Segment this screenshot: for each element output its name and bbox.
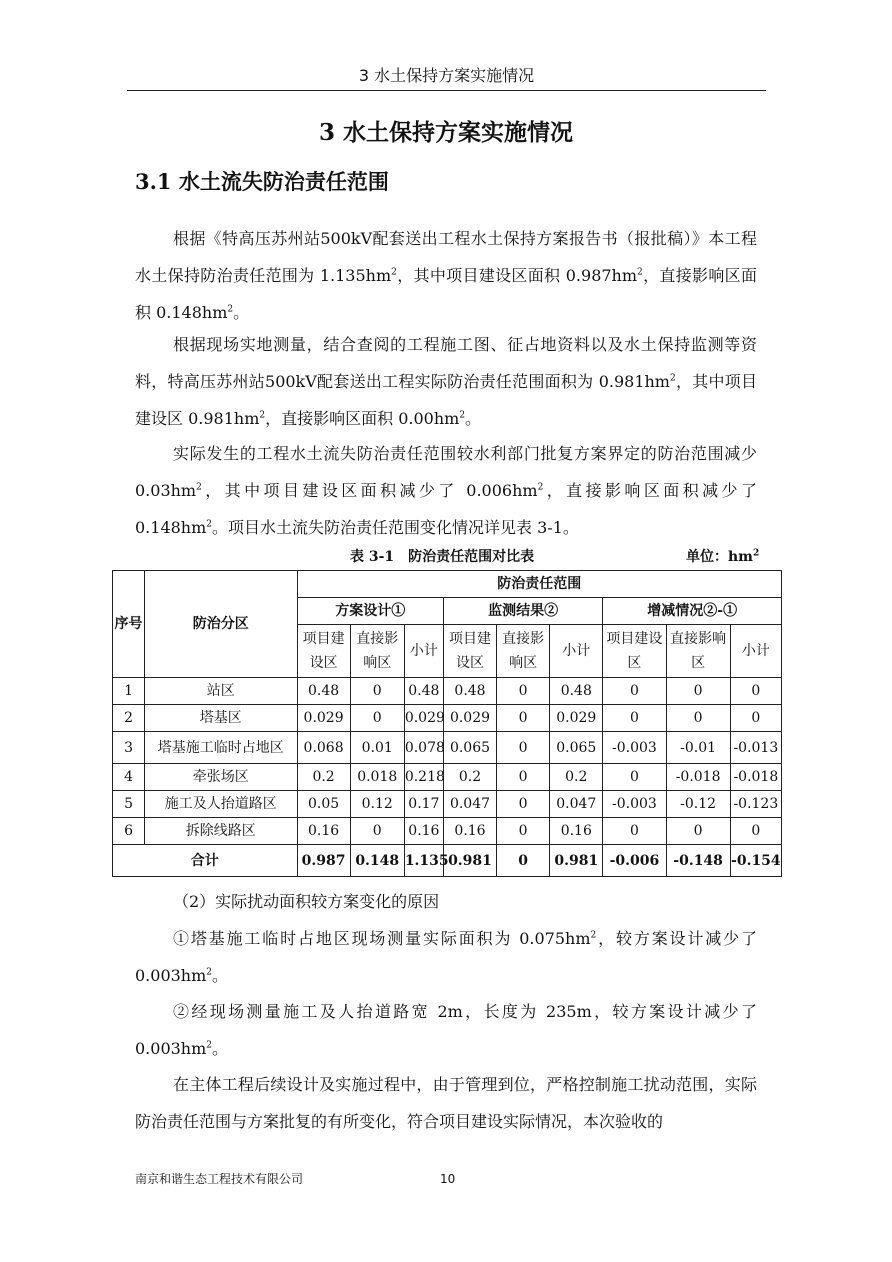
table-cell: 0 — [350, 678, 404, 705]
table-cell: 2 — [113, 705, 145, 732]
table-cell: 0.029 — [550, 705, 603, 732]
table-cell: 1.135 — [404, 845, 443, 877]
sub-header-subtotal: 小计 — [550, 625, 603, 678]
table-cell: 0.16 — [550, 818, 603, 845]
table-cell: -0.154 — [730, 845, 781, 877]
table-cell: 0.981 — [550, 845, 603, 877]
table-cell: 0 — [497, 791, 550, 818]
table-cell: 6 — [113, 818, 145, 845]
table-cell: 0.987 — [297, 845, 350, 877]
header-plan: 方案设计① — [297, 598, 443, 625]
table-cell: 拆除线路区 — [145, 818, 297, 845]
table-cell: 0.029 — [297, 705, 350, 732]
table-cell: 0.16 — [443, 818, 496, 845]
header-group: 防治责任范围 — [297, 571, 781, 598]
table-cell: 0.48 — [404, 678, 443, 705]
table-cell: -0.123 — [730, 791, 781, 818]
table-cell: 0.047 — [443, 791, 496, 818]
table-cell: 牵张场区 — [145, 764, 297, 791]
table-cell: 0.48 — [297, 678, 350, 705]
sub-header-subtotal: 小计 — [404, 625, 443, 678]
table-cell: 0 — [497, 818, 550, 845]
table-cell: 0 — [666, 705, 730, 732]
header-zone: 防治分区 — [145, 571, 297, 678]
table-cell: 0 — [666, 818, 730, 845]
table-cell: -0.12 — [666, 791, 730, 818]
paragraph-3: 实际发生的工程水土流失防治责任范围较水利部门批复方案界定的防治范围减少 $0.03hm^2$，其中项目建设区面积减少了 $0.006hm^2$，直接影响区面积减少了 $0.148hm^2$。项目水土流失防治责任范围变化情况详见表 3-1。 — [135, 444, 757, 537]
table-cell: 0 — [350, 705, 404, 732]
table-cell: 0.16 — [297, 818, 350, 845]
table-cell: 1 — [113, 678, 145, 705]
paragraph-1: 根据《特高压苏州站500kV配套送出工程水土保持方案报告书（报批稿）》本工程水土保持防治责任范围为 $1.135hm^2$，其中项目建设区面积 $0.987hm^2$，直接影响区面积 $0.148hm^2$。 — [135, 229, 757, 322]
table-cell: 0.17 — [404, 791, 443, 818]
table-cell: -0.003 — [603, 791, 666, 818]
table-cell: 0 — [497, 732, 550, 764]
paragraph-5: ①塔基施工临时占地区现场测量实际面积为 $0.075hm^2$，较方案设计减少了 $0.003hm^2$。 — [135, 929, 757, 985]
table-cell: 0 — [603, 678, 666, 705]
table-cell: 0 — [497, 764, 550, 791]
header-no: 序号 — [113, 571, 145, 678]
table-cell: 3 — [113, 732, 145, 764]
table-cell: 0.01 — [350, 732, 404, 764]
table-cell: 塔基施工临时占地区 — [145, 732, 297, 764]
table-total-row — [113, 845, 782, 877]
footer-page-number: 10 — [440, 1172, 456, 1186]
table-cell: 0 — [730, 705, 781, 732]
table-row — [113, 764, 782, 791]
chapter-title: 3 水土保持方案实施情况 — [318, 119, 573, 146]
table-cell: 0 — [730, 678, 781, 705]
table-cell: 0.029 — [443, 705, 496, 732]
table-cell: -0.013 — [730, 732, 781, 764]
table-cell: 0.068 — [297, 732, 350, 764]
sub-header-direct: 直接影响区 — [497, 625, 550, 678]
table-cell: 0.2 — [550, 764, 603, 791]
sub-header-direct: 直接影响区 — [350, 625, 404, 678]
table-row — [113, 818, 782, 845]
table-cell: 站区 — [145, 678, 297, 705]
table-cell: 0 — [603, 764, 666, 791]
table-cell: 4 — [113, 764, 145, 791]
table-cell: 0.12 — [350, 791, 404, 818]
table-cell: 0.065 — [443, 732, 496, 764]
table-cell: 0 — [603, 705, 666, 732]
table-cell: -0.003 — [603, 732, 666, 764]
table-cell: -0.006 — [603, 845, 666, 877]
sub-header-direct: 直接影响区 — [666, 625, 730, 678]
sub-header-project: 项目建设区 — [603, 625, 666, 678]
table-cell: 0.48 — [443, 678, 496, 705]
table-cell: 0.2 — [443, 764, 496, 791]
table-cell: 0.078 — [404, 732, 443, 764]
header-change: 增减情况②-① — [603, 598, 782, 625]
paragraph-4: （2）实际扰动面积较方案变化的原因 — [173, 892, 440, 911]
footer-company: 南京和谐生态工程技术有限公司 — [135, 1172, 304, 1186]
table-cell: 0 — [497, 705, 550, 732]
table-unit: 单位：$hm^2$ — [686, 548, 760, 565]
table-cell: 0.218 — [404, 764, 443, 791]
table-cell: 5 — [113, 791, 145, 818]
header-monitor: 监测结果② — [443, 598, 602, 625]
table-cell: 0.148 — [350, 845, 404, 877]
table-cell: 0 — [350, 818, 404, 845]
table-cell: 0.065 — [550, 732, 603, 764]
table-cell: 施工及人抬道路区 — [145, 791, 297, 818]
sub-header-project: 项目建设区 — [443, 625, 496, 678]
table-cell: 0.16 — [404, 818, 443, 845]
table-cell: -0.018 — [730, 764, 781, 791]
table-cell: 0 — [666, 678, 730, 705]
section-title: 3.1 水土流失防治责任范围 — [135, 169, 389, 194]
running-header: 3 水土保持方案实施情况 — [358, 66, 535, 85]
table-cell: 0 — [603, 818, 666, 845]
paragraph-7: 在主体工程后续设计及实施过程中，由于管理到位，严格控制施工扰动范围，实际防治责任范围与方案批复的有所变化，符合项目建设实际情况，本次验收的 — [135, 1075, 757, 1131]
sub-header-subtotal: 小计 — [730, 625, 781, 678]
table-cell: 0.047 — [550, 791, 603, 818]
table-row — [113, 791, 782, 818]
table-row — [113, 732, 782, 764]
table-cell: 0 — [497, 678, 550, 705]
table-cell: -0.018 — [666, 764, 730, 791]
table-row — [113, 705, 782, 732]
table-cell: 0.981 — [443, 845, 496, 877]
table-cell: 0 — [730, 818, 781, 845]
table-cell: 0.018 — [350, 764, 404, 791]
table-cell: 0.2 — [297, 764, 350, 791]
table-cell: 0.05 — [297, 791, 350, 818]
paragraph-2: 根据现场实地测量，结合查阅的工程施工图、征占地资料以及水土保持监测等资料，特高压苏州站500kV配套送出工程实际防治责任范围面积为 $0.981hm^2$，其中项目建设区 $0.981hm^2$，直接影响区面积 $0.00hm^2$。 — [135, 335, 757, 428]
sub-header-project: 项目建设区 — [297, 625, 350, 678]
table-cell: 0 — [497, 845, 550, 877]
table-cell: 0.029 — [404, 705, 443, 732]
header-rule — [127, 90, 766, 91]
table-cell: -0.148 — [666, 845, 730, 877]
total-label: 合计 — [113, 845, 298, 877]
table-cell: 塔基区 — [145, 705, 297, 732]
paragraph-6: ②经现场测量施工及人抬道路宽 2m，长度为 235m，较方案设计减少了 $0.003hm^2$。 — [135, 1002, 757, 1058]
responsibility-table — [112, 570, 782, 877]
table-cell: -0.01 — [666, 732, 730, 764]
table-cell: 0.48 — [550, 678, 603, 705]
table-caption: 表 3-1 防治责任范围对比表 — [350, 549, 535, 565]
table-row — [113, 678, 782, 705]
